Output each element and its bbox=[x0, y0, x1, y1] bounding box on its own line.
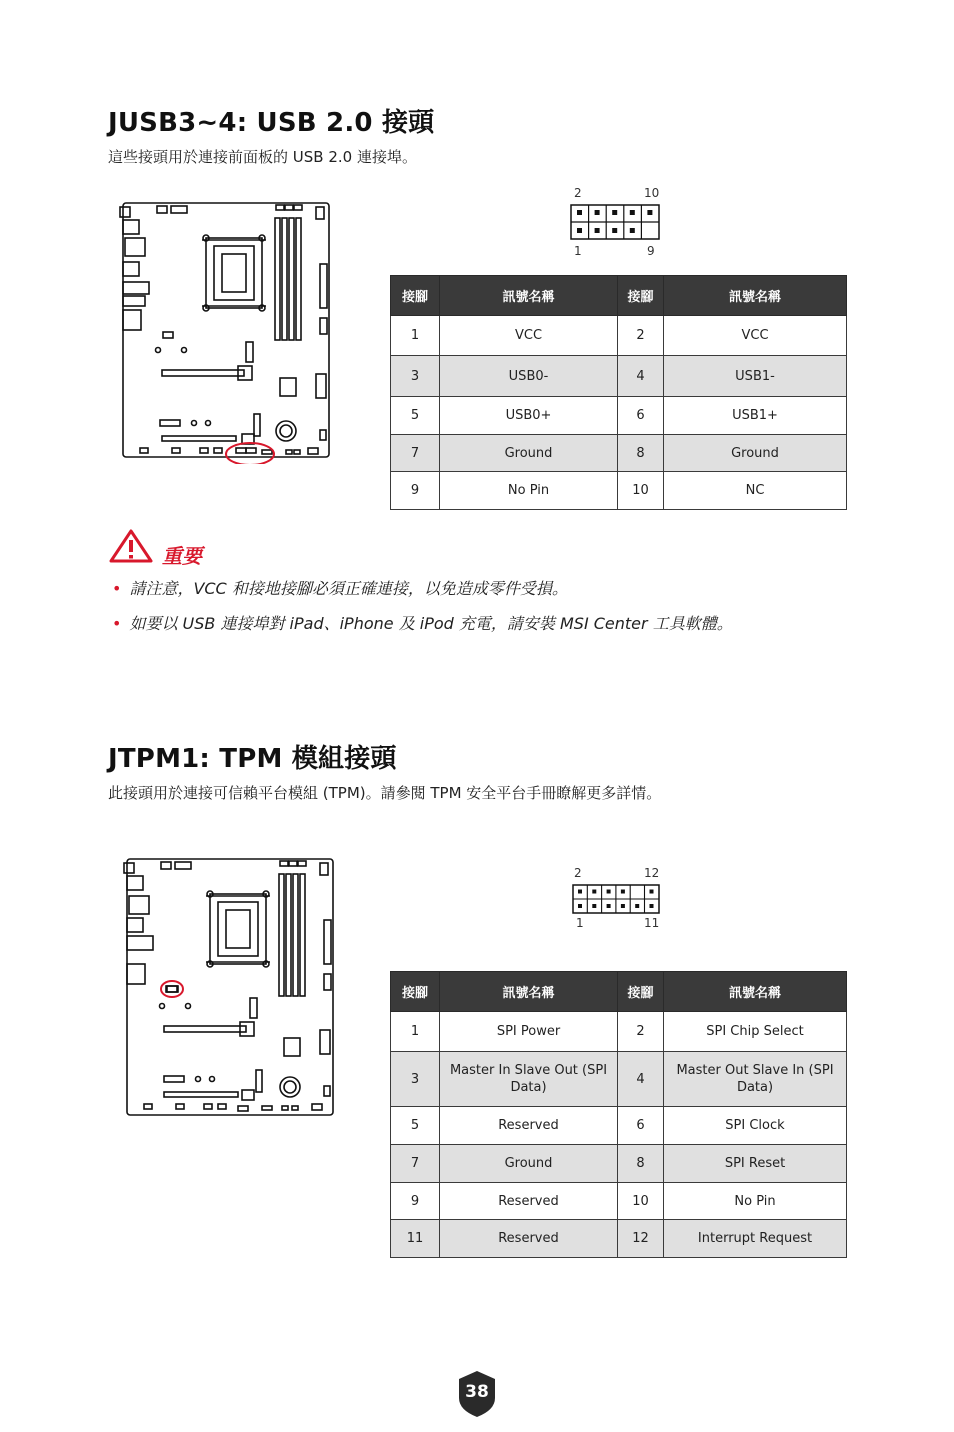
pin-number: 7 bbox=[391, 435, 440, 472]
signal-name: No Pin bbox=[440, 472, 618, 510]
signal-name: VCC bbox=[440, 316, 618, 356]
pin-number: 3 bbox=[391, 1052, 440, 1107]
table-row bbox=[391, 1220, 847, 1258]
table-row bbox=[391, 356, 847, 397]
signal-name: NC bbox=[664, 472, 847, 510]
jusb-pin-table bbox=[390, 275, 847, 510]
pin-number: 9 bbox=[391, 472, 440, 510]
section2-description: 此接頭用於連接可信賴平台模組 (TPM)。請參閱 TPM 安全平台手冊瞭解更多詳情。 bbox=[108, 784, 662, 802]
header-signal: 訊號名稱 bbox=[440, 972, 618, 1012]
signal-name: SPI Power bbox=[440, 1012, 618, 1052]
table-row bbox=[391, 1107, 847, 1145]
page-number: 38 bbox=[465, 1382, 489, 1402]
signal-name: Ground bbox=[440, 435, 618, 472]
table-row bbox=[391, 397, 847, 435]
section1-description: 這些接頭用於連接前面板的 USB 2.0 連接埠。 bbox=[108, 148, 417, 166]
jtpm-pin-table bbox=[390, 971, 847, 1258]
signal-name: Interrupt Request bbox=[664, 1220, 847, 1258]
table-row bbox=[391, 1052, 847, 1107]
table-row bbox=[391, 1145, 847, 1183]
pin-number: 5 bbox=[391, 1107, 440, 1145]
pin-grid bbox=[570, 204, 660, 240]
pin-number: 8 bbox=[618, 1145, 664, 1183]
table-row bbox=[391, 472, 847, 510]
section2-title: JTPM1: TPM 模組接頭 bbox=[108, 744, 397, 774]
signal-name: Reserved bbox=[440, 1220, 618, 1258]
pin-label-top-left: 2 bbox=[574, 186, 582, 200]
header-signal: 訊號名稱 bbox=[664, 972, 847, 1012]
signal-name: USB1+ bbox=[664, 397, 847, 435]
signal-name: USB1- bbox=[664, 356, 847, 397]
note-text: 請注意，VCC 和接地接腳必須正確連接，以免造成零件受損。 bbox=[129, 579, 568, 598]
signal-name: SPI Chip Select bbox=[664, 1012, 847, 1052]
table-row bbox=[391, 1012, 847, 1052]
signal-name: USB0- bbox=[440, 356, 618, 397]
motherboard-diagram-jusb bbox=[118, 198, 336, 464]
pin-label-bottom-right: 11 bbox=[644, 916, 660, 930]
signal-name: Ground bbox=[664, 435, 847, 472]
bullet-icon: • bbox=[112, 614, 122, 633]
warning-icon bbox=[108, 528, 154, 564]
pin-label-bottom-left: 1 bbox=[576, 916, 584, 930]
pin-number: 7 bbox=[391, 1145, 440, 1183]
pin-number: 6 bbox=[618, 397, 664, 435]
pin-number: 3 bbox=[391, 356, 440, 397]
pin-number: 1 bbox=[391, 1012, 440, 1052]
jusb-pin-header-diagram bbox=[566, 186, 662, 260]
important-title: 重要 bbox=[162, 544, 202, 568]
pin-number: 1 bbox=[391, 316, 440, 356]
pin-label-bottom-left: 1 bbox=[574, 244, 582, 258]
bullet-icon: • bbox=[112, 579, 122, 598]
signal-name: No Pin bbox=[664, 1183, 847, 1220]
pin-number: 10 bbox=[618, 472, 664, 510]
pin-number: 4 bbox=[618, 356, 664, 397]
pin-number: 12 bbox=[618, 1220, 664, 1258]
signal-name: VCC bbox=[664, 316, 847, 356]
pin-label-top-right: 12 bbox=[644, 866, 660, 880]
signal-name: Master In Slave Out (SPI Data) bbox=[440, 1052, 618, 1107]
jtpm-pin-header-diagram bbox=[568, 866, 664, 940]
pin-label-top-right: 10 bbox=[644, 186, 660, 200]
table-row bbox=[391, 1183, 847, 1220]
pin-number: 9 bbox=[391, 1183, 440, 1220]
pin-number: 5 bbox=[391, 397, 440, 435]
table-row bbox=[391, 316, 847, 356]
section1-title: JUSB3~4: USB 2.0 接頭 bbox=[108, 108, 435, 138]
pin-number: 4 bbox=[618, 1052, 664, 1107]
header-pin: 接腳 bbox=[391, 972, 440, 1012]
important-note bbox=[112, 576, 568, 599]
pin-number: 10 bbox=[618, 1183, 664, 1220]
table-row bbox=[391, 435, 847, 472]
pin-label-bottom-right: 9 bbox=[647, 244, 655, 258]
important-note bbox=[112, 611, 733, 634]
header-pin: 接腳 bbox=[618, 276, 664, 316]
signal-name: SPI Clock bbox=[664, 1107, 847, 1145]
header-signal: 訊號名稱 bbox=[440, 276, 618, 316]
motherboard-diagram-jtpm bbox=[122, 854, 340, 1120]
signal-name: SPI Reset bbox=[664, 1145, 847, 1183]
pin-number: 8 bbox=[618, 435, 664, 472]
pin-number: 2 bbox=[618, 316, 664, 356]
pin-number: 2 bbox=[618, 1012, 664, 1052]
signal-name: Reserved bbox=[440, 1183, 618, 1220]
signal-name: Ground bbox=[440, 1145, 618, 1183]
note-text: 如要以 USB 連接埠對 iPad、iPhone 及 iPod 充電，請安裝 MSI Center 工具軟體。 bbox=[129, 614, 733, 633]
pin-label-top-left: 2 bbox=[574, 866, 582, 880]
header-pin: 接腳 bbox=[391, 276, 440, 316]
pin-number: 6 bbox=[618, 1107, 664, 1145]
signal-name: Master Out Slave In (SPI Data) bbox=[664, 1052, 847, 1107]
header-signal: 訊號名稱 bbox=[664, 276, 847, 316]
pin-grid bbox=[572, 884, 662, 914]
signal-name: Reserved bbox=[440, 1107, 618, 1145]
pin-number: 11 bbox=[391, 1220, 440, 1258]
header-pin: 接腳 bbox=[618, 972, 664, 1012]
signal-name: USB0+ bbox=[440, 397, 618, 435]
